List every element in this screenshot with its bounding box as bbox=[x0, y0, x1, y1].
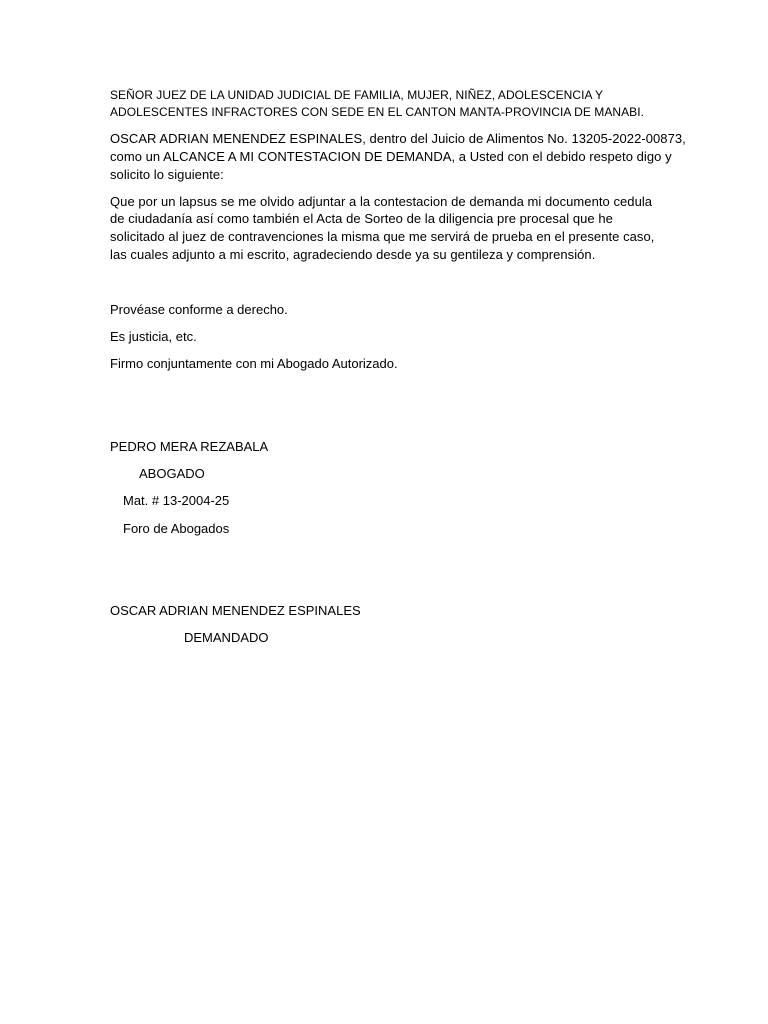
body-line-3: solicitado al juez de contravenciones la misma que me servirá de prueba en el presente caso, bbox=[110, 229, 655, 244]
intro-line-1: OSCAR ADRIAN MENENDEZ ESPINALES, dentro del Juicio de Alimentos No. 13205-2022-00873, bbox=[110, 131, 686, 146]
addressee-line-2: ADOLESCENTES INFRACTORES CON SEDE EN EL CANTON MANTA-PROVINCIA DE MANABI. bbox=[110, 105, 644, 119]
lawyer-bar: Foro de Abogados bbox=[123, 521, 230, 536]
lawyer-registration: Mat. # 13-2004-25 bbox=[123, 493, 230, 508]
body-line-2: de ciudadanía así como también el Acta de Sorteo de la diligencia pre procesal que he bbox=[110, 211, 613, 226]
closing-line-1: Provéase conforme a derecho. bbox=[110, 302, 288, 317]
intro-line-3: solicito lo siguiente: bbox=[110, 167, 224, 182]
addressee-line-1: SEÑOR JUEZ DE LA UNIDAD JUDICIAL DE FAMILIA, MUJER, NIÑEZ, ADOLESCENCIA Y bbox=[110, 88, 604, 102]
lawyer-title: ABOGADO bbox=[139, 466, 205, 481]
intro-line-2: como un ALCANCE A MI CONTESTACION DE DEMANDA, a Usted con el debido respeto digo y bbox=[110, 149, 672, 164]
lawyer-name: PEDRO MERA REZABALA bbox=[110, 439, 269, 454]
closing-line-2: Es justicia, etc. bbox=[110, 329, 197, 344]
closing-line-3: Firmo conjuntamente con mi Abogado Autorizado. bbox=[110, 356, 398, 371]
body-line-1: Que por un lapsus se me olvido adjuntar a la contestacion de demanda mi documento cedula bbox=[110, 194, 653, 209]
body-line-4: las cuales adjunto a mi escrito, agradeciendo desde ya su gentileza y comprensión. bbox=[110, 247, 596, 262]
defendant-role: DEMANDADO bbox=[184, 630, 269, 645]
defendant-name: OSCAR ADRIAN MENENDEZ ESPINALES bbox=[110, 603, 361, 618]
